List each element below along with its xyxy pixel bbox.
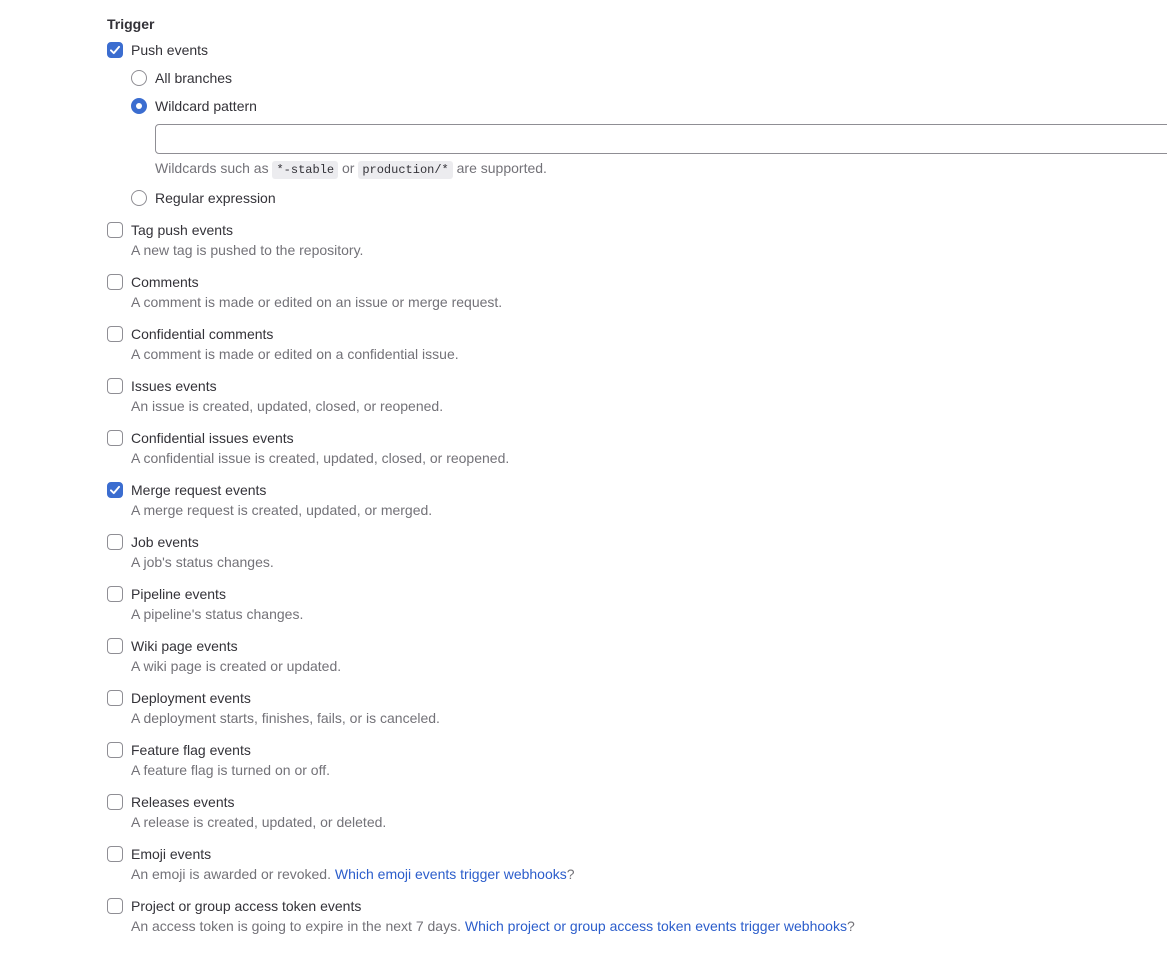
label-merge-request-events[interactable]: Merge request events	[131, 482, 267, 498]
checkbox-releases-events[interactable]	[107, 794, 123, 810]
description-project-or-group-access-token-events: An access token is going to expire in the next 7 days. Which project or group access token events trigger webhooks?	[131, 918, 855, 934]
wildcard-example-code: production/*	[358, 161, 452, 179]
all-branches-label[interactable]: All branches	[155, 70, 233, 86]
checkmark-icon	[110, 485, 120, 495]
trigger-item-job-events	[107, 532, 1167, 572]
checkbox-deployment-events[interactable]	[107, 690, 123, 706]
trigger-item-feature-flag-events	[107, 740, 1167, 780]
label-deployment-events[interactable]: Deployment events	[131, 690, 251, 706]
description-issues-events: An issue is created, updated, closed, or reopened.	[131, 398, 444, 414]
checkbox-issues-events[interactable]	[107, 378, 123, 394]
label-emoji-events[interactable]: Emoji events	[131, 846, 212, 862]
label-tag-push-events[interactable]: Tag push events	[131, 222, 233, 238]
regular-expression-label[interactable]: Regular expression	[155, 190, 276, 206]
trigger-items-list	[107, 220, 1167, 936]
wildcard-pattern-radio[interactable]	[131, 98, 147, 114]
trigger-item-wiki-page-events	[107, 636, 1167, 676]
label-pipeline-events[interactable]: Pipeline events	[131, 586, 226, 602]
trigger-item-releases-events	[107, 792, 1167, 832]
wildcard-help-suffix: are supported.	[456, 160, 547, 176]
description-confidential-comments: A comment is made or edited on a confidential issue.	[131, 346, 459, 362]
wildcard-example-code: *-stable	[272, 161, 338, 179]
checkbox-confidential-issues-events[interactable]	[107, 430, 123, 446]
wildcard-help-text	[155, 158, 1167, 180]
trigger-item-emoji-events	[107, 844, 1167, 884]
regular-expression-row	[131, 188, 1167, 208]
description-pipeline-events: A pipeline's status changes.	[131, 606, 304, 622]
label-confidential-comments[interactable]: Confidential comments	[131, 326, 274, 342]
checkbox-wiki-page-events[interactable]	[107, 638, 123, 654]
label-wiki-page-events[interactable]: Wiki page events	[131, 638, 238, 654]
trigger-item-tag-push-events	[107, 220, 1167, 260]
regular-expression-radio[interactable]	[131, 190, 147, 206]
label-releases-events[interactable]: Releases events	[131, 794, 235, 810]
push-events-branch-options	[131, 68, 1167, 208]
help-link-emoji-events[interactable]: Which emoji events trigger webhooks	[334, 866, 567, 882]
description-deployment-events: A deployment starts, finishes, fails, or is canceled.	[131, 710, 440, 726]
description-job-events: A job's status changes.	[131, 554, 274, 570]
wildcard-pattern-input[interactable]	[155, 124, 1167, 154]
wildcard-help-prefix: Wildcards such as	[155, 160, 269, 176]
description-feature-flag-events: A feature flag is turned on or off.	[131, 762, 330, 778]
checkbox-feature-flag-events[interactable]	[107, 742, 123, 758]
trigger-item-project-or-group-access-token-events	[107, 896, 1167, 936]
description-wiki-page-events: A wiki page is created or updated.	[131, 658, 342, 674]
label-job-events[interactable]: Job events	[131, 534, 199, 550]
push-events-checkbox[interactable]	[107, 42, 123, 58]
trigger-item-confidential-comments	[107, 324, 1167, 364]
label-project-or-group-access-token-events[interactable]: Project or group access token events	[131, 898, 362, 914]
checkbox-merge-request-events[interactable]	[107, 482, 123, 498]
checkbox-project-or-group-access-token-events[interactable]	[107, 898, 123, 914]
checkmark-icon	[110, 45, 120, 55]
label-issues-events[interactable]: Issues events	[131, 378, 217, 394]
checkbox-pipeline-events[interactable]	[107, 586, 123, 602]
label-comments[interactable]: Comments	[131, 274, 199, 290]
push-events-row	[107, 40, 1167, 60]
all-branches-radio[interactable]	[131, 70, 147, 86]
description-merge-request-events: A merge request is created, updated, or merged.	[131, 502, 433, 518]
checkbox-emoji-events[interactable]	[107, 846, 123, 862]
trigger-section-label: Trigger	[107, 16, 155, 32]
checkbox-job-events[interactable]	[107, 534, 123, 550]
trigger-item-issues-events	[107, 376, 1167, 416]
trigger-item-deployment-events	[107, 688, 1167, 728]
label-confidential-issues-events[interactable]: Confidential issues events	[131, 430, 294, 446]
description-releases-events: A release is created, updated, or deleted.	[131, 814, 387, 830]
label-feature-flag-events[interactable]: Feature flag events	[131, 742, 251, 758]
trigger-item-confidential-issues-events	[107, 428, 1167, 468]
checkbox-tag-push-events[interactable]	[107, 222, 123, 238]
checkbox-confidential-comments[interactable]	[107, 326, 123, 342]
wildcard-pattern-row	[131, 96, 1167, 116]
checkbox-comments[interactable]	[107, 274, 123, 290]
help-link-project-or-group-access-token-events[interactable]: Which project or group access token events trigger webhooks	[464, 918, 847, 934]
wildcard-help-middle: or	[341, 160, 355, 176]
push-events-label[interactable]: Push events	[131, 42, 209, 58]
trigger-item-merge-request-events	[107, 480, 1167, 520]
wildcard-pattern-label[interactable]: Wildcard pattern	[155, 98, 257, 114]
trigger-item-pipeline-events	[107, 584, 1167, 624]
wildcard-pattern-input-block	[155, 124, 1167, 180]
description-confidential-issues-events: A confidential issue is created, updated, closed, or reopened.	[131, 450, 510, 466]
description-emoji-events: An emoji is awarded or revoked. Which emoji events trigger webhooks?	[131, 866, 575, 882]
description-tag-push-events: A new tag is pushed to the repository.	[131, 242, 364, 258]
all-branches-row	[131, 68, 1167, 88]
trigger-item-comments	[107, 272, 1167, 312]
description-comments: A comment is made or edited on an issue or merge request.	[131, 294, 503, 310]
